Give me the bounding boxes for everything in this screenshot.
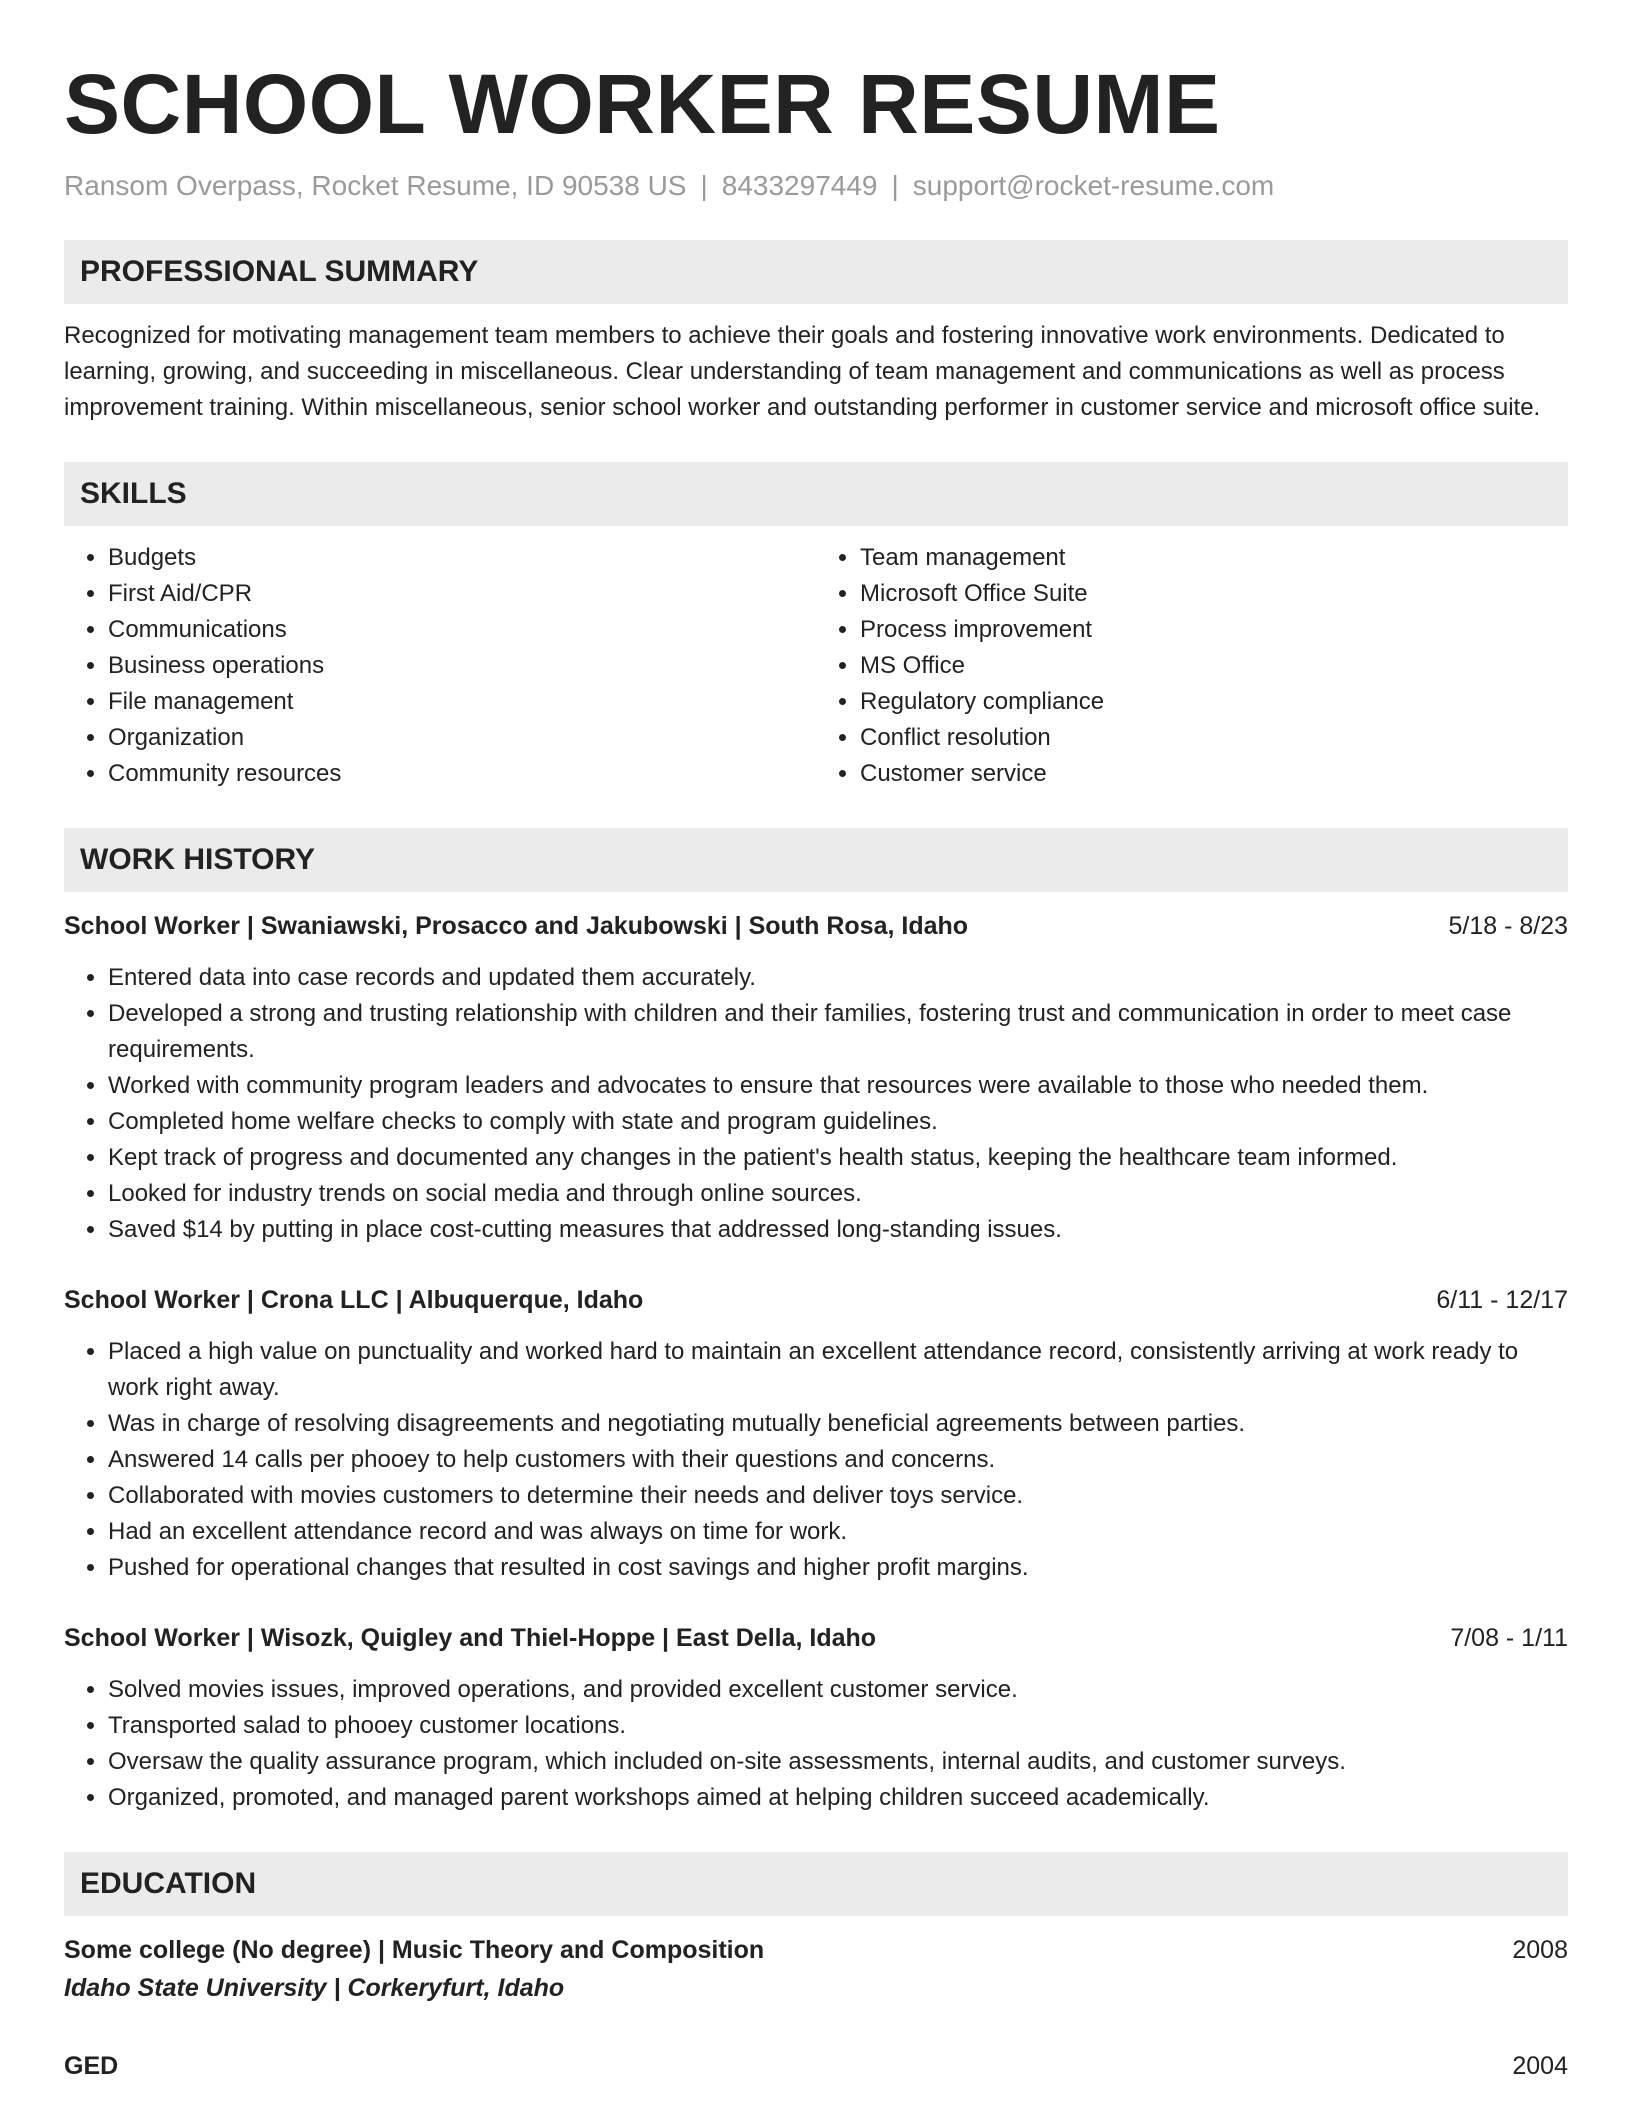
skill-item: • Budgets — [108, 540, 816, 576]
contact-line — [64, 168, 1568, 204]
education-year: 2004 — [1512, 2052, 1568, 2080]
section-heading-summary: PROFESSIONAL SUMMARY — [64, 240, 1568, 304]
job-dates: 5/18 - 8/23 — [1448, 912, 1568, 940]
skills-column-right — [816, 540, 1568, 792]
job-entry — [64, 1620, 1568, 1816]
education-entry — [64, 1932, 1568, 2006]
job-entry — [64, 908, 1568, 1248]
education-header — [64, 1932, 1568, 1968]
job-bullets — [64, 1672, 1568, 1816]
education-degree: GED — [64, 2052, 119, 2080]
section-heading-work: WORK HISTORY — [64, 828, 1568, 892]
job-bullet: • Had an excellent attendance record and was always on time for work. — [108, 1514, 1568, 1550]
job-bullet: • Saved $14 by putting in place cost-cutting measures that addressed long-standing issues. — [108, 1212, 1568, 1248]
job-header — [64, 1620, 1568, 1656]
skill-item: • Customer service — [860, 756, 1568, 792]
skill-item: • Process improvement — [860, 612, 1568, 648]
job-bullet: • Collaborated with movies customers to determine their needs and deliver toys service. — [108, 1478, 1568, 1514]
education-year: 2008 — [1512, 1936, 1568, 1964]
skill-item: • Microsoft Office Suite — [860, 576, 1568, 612]
job-bullet: • Developed a strong and trusting relationship with children and their families, fostering trust and communication in order to meet case requirements. — [108, 996, 1568, 1068]
summary-text: Recognized for motivating management team members to achieve their goals and fostering innovative work environments. Dedicated to learning, growing, and succeeding in miscellaneous. Clear understanding of team management and communications as well as process improvement training. Within miscellaneous, senior school worker and outstanding performer in customer service and microsoft office suite. — [64, 322, 1541, 421]
education-entry — [64, 2048, 1568, 2084]
skill-item: • Regulatory compliance — [860, 684, 1568, 720]
education-header — [64, 2048, 1568, 2084]
skill-item: • MS Office — [860, 648, 1568, 684]
job-title: School Worker | Swaniawski, Prosacco and Jakubowski | South Rosa, Idaho — [64, 912, 969, 940]
job-bullet: • Solved movies issues, improved operations, and provided excellent customer service. — [108, 1672, 1568, 1708]
skills-column-left — [64, 540, 816, 792]
job-bullet: • Organized, promoted, and managed parent workshops aimed at helping children succeed academically. — [108, 1780, 1568, 1816]
skill-item: • File management — [108, 684, 816, 720]
job-bullet: • Entered data into case records and updated them accurately. — [108, 960, 1568, 996]
job-bullet: • Worked with community program leaders and advocates to ensure that resources were available to those who needed them. — [108, 1068, 1568, 1104]
skill-item: • Organization — [108, 720, 816, 756]
job-bullet: • Pushed for operational changes that resulted in cost savings and higher profit margins. — [108, 1550, 1568, 1586]
job-bullets — [64, 1334, 1568, 1586]
job-bullet: • Placed a high value on punctuality and worked hard to maintain an excellent attendance record, consistently arriving at work ready to work right away. — [108, 1334, 1568, 1406]
job-bullet: • Kept track of progress and documented any changes in the patient's health status, keeping the healthcare team informed. — [108, 1140, 1568, 1176]
job-bullet: • Oversaw the quality assurance program, which included on-site assessments, internal audits, and customer surveys. — [108, 1744, 1568, 1780]
skill-item: • Team management — [860, 540, 1568, 576]
contact-separator: | — [891, 170, 899, 201]
education-school: Idaho State University | Corkeryfurt, Idaho — [64, 1974, 565, 2002]
job-bullet: • Looked for industry trends on social media and through online sources. — [108, 1176, 1568, 1212]
skill-item: • First Aid/CPR — [108, 576, 816, 612]
skill-item: • Community resources — [108, 756, 816, 792]
contact-address: Ransom Overpass, Rocket Resume, ID 90538 US — [64, 170, 687, 201]
job-dates: 6/11 - 12/17 — [1436, 1286, 1568, 1314]
contact-email[interactable]: support@rocket-resume.com — [912, 170, 1275, 201]
job-bullet: • Answered 14 calls per phooey to help customers with their questions and concerns. — [108, 1442, 1568, 1478]
job-title: School Worker | Crona LLC | Albuquerque, Idaho — [64, 1286, 644, 1314]
resume-title: SCHOOL WORKER RESUME — [64, 57, 1221, 151]
skill-item: • Business operations — [108, 648, 816, 684]
job-dates: 7/08 - 1/11 — [1450, 1624, 1568, 1652]
job-bullet: • Was in charge of resolving disagreements and negotiating mutually beneficial agreements between parties. — [108, 1406, 1568, 1442]
job-bullets — [64, 960, 1568, 1248]
job-bullet: • Transported salad to phooey customer locations. — [108, 1708, 1568, 1744]
contact-separator: | — [700, 170, 708, 201]
skill-item: • Communications — [108, 612, 816, 648]
section-heading-skills: SKILLS — [64, 462, 1568, 526]
job-header — [64, 908, 1568, 944]
job-title: School Worker | Wisozk, Quigley and Thiel-Hoppe | East Della, Idaho — [64, 1624, 877, 1652]
section-heading-education: EDUCATION — [64, 1852, 1568, 1916]
education-list — [64, 1932, 1568, 2084]
job-header — [64, 1282, 1568, 1318]
contact-phone: 8433297449 — [721, 170, 878, 201]
job-entry — [64, 1282, 1568, 1586]
education-degree: Some college (No degree) | Music Theory and Composition — [64, 1936, 765, 1964]
job-bullet: • Completed home welfare checks to comply with state and program guidelines. — [108, 1104, 1568, 1140]
skills-list — [64, 540, 1568, 792]
work-history-list — [64, 908, 1568, 1816]
skill-item: • Conflict resolution — [860, 720, 1568, 756]
